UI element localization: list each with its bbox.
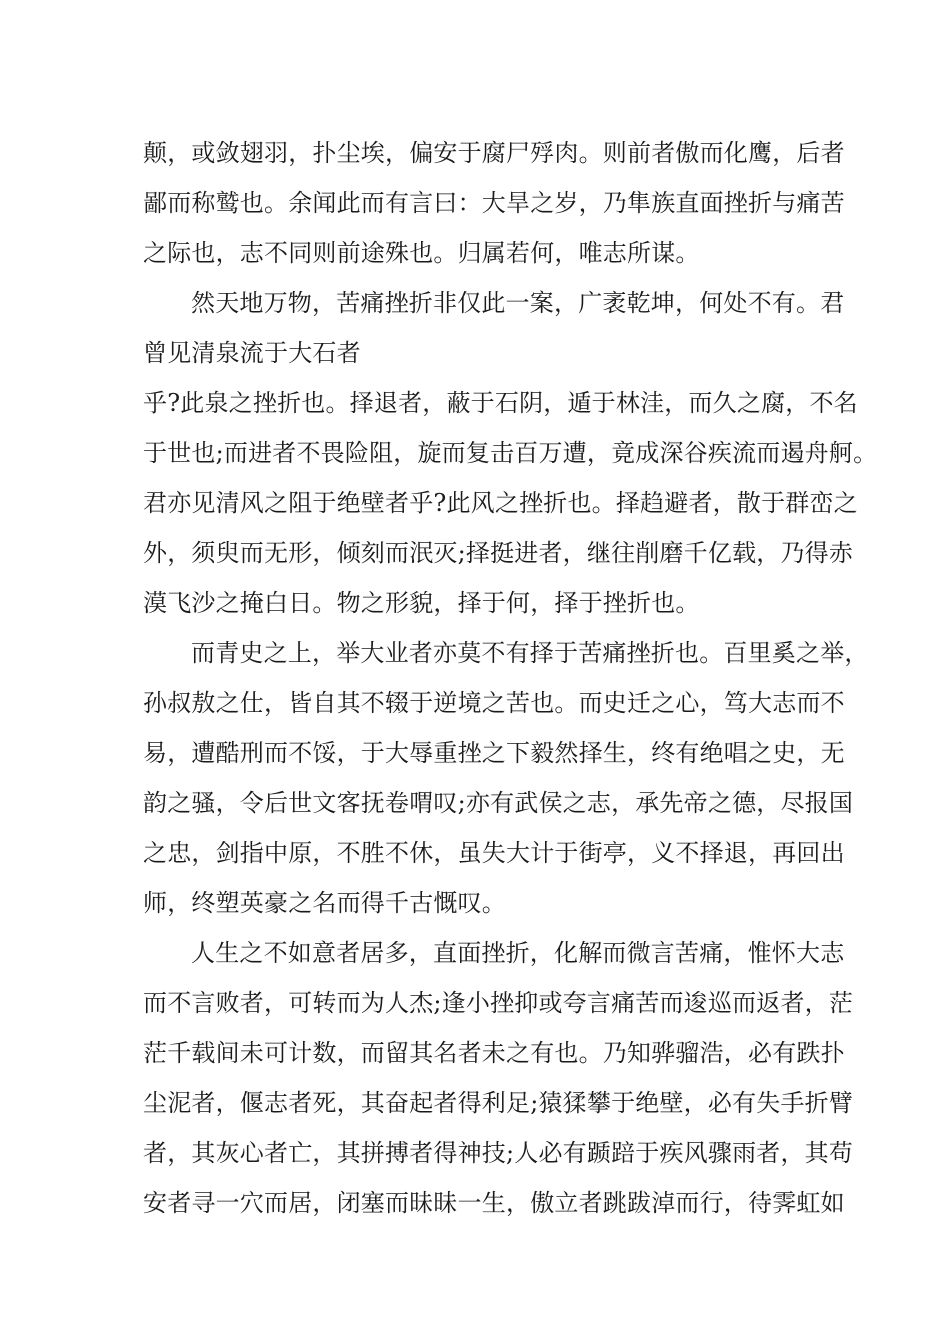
text-line: 漠飞沙之掩白日。物之形貌，择于何，择于挫折也。	[143, 589, 700, 617]
text-line: 之际也，志不同则前途殊也。归属若何，唯志所谋。	[143, 239, 700, 267]
text-line: 曾见清泉流于大石者	[143, 339, 361, 367]
text-line: 易，遭酷刑而不馁，于大辱重挫之下毅然择生，终有绝唱之史，无	[143, 739, 845, 767]
paragraph-start-line: 然天地万物，苦痛挫折非仅此一案，广袤乾坤，何处不有。君	[191, 289, 845, 317]
text-line: 而不言败者，可转而为人杰;逢小挫抑或夸言痛苦而逡巡而返者，茫	[143, 989, 854, 1017]
paragraph-start-line: 而青史之上，举大业者亦莫不有择于苦痛挫折也。百里奚之举，	[191, 639, 869, 667]
essay-body	[143, 128, 878, 1228]
text-line: 安者寻一穴而居，闭塞而昧昧一生，傲立者跳跋淖而行，待霁虹如	[143, 1189, 845, 1217]
text-line: 者，其灰心者亡，其拼搏者得神技;人必有踬踣于疾风骤雨者，其苟	[143, 1139, 854, 1167]
text-line: 君亦见清风之阻于绝壁者乎?此风之挫折也。择趋避者，散于群峦之	[143, 489, 858, 517]
text-line: 师，终塑英豪之名而得千古慨叹。	[143, 889, 506, 917]
text-line: 外，须臾而无形，倾刻而泯灭;择挺进者，继往削磨千亿载，乃得赤	[143, 539, 854, 567]
text-line: 鄙而称鹫也。余闻此而有言曰：大旱之岁，乃隼族直面挫折与痛苦	[143, 189, 845, 217]
text-line: 茫千载间未可计数，而留其名者未之有也。乃知骅骝浩，必有跌扑	[143, 1039, 845, 1067]
text-line: 乎?此泉之挫折也。择退者，蔽于石阴，遁于林洼，而久之腐，不名	[143, 389, 858, 417]
text-line: 尘泥者，偃志者死，其奋起者得利足;猿猱攀于绝壁，必有失手折臂	[143, 1089, 854, 1117]
text-line: 之忠，剑指中原，不胜不休，虽失大计于街亭，义不择退，再回出	[143, 839, 845, 867]
text-line: 于世也;而进者不畏险阻，旋而复击百万遭，竟成深谷疾流而遏舟舸。	[143, 439, 878, 467]
paragraph-start-line: 人生之不如意者居多，直面挫折，化解而微言苦痛，惟怀大志	[191, 939, 845, 967]
text-line: 颠，或敛翅羽，扑尘埃，偏安于腐尸殍肉。则前者傲而化鹰，后者	[143, 139, 845, 167]
text-line: 韵之骚，令后世文客抚卷喟叹;亦有武侯之志，承先帝之德，尽报国	[143, 789, 854, 817]
text-line: 孙叔敖之仕，皆自其不辍于逆境之苦也。而史迁之心，笃大志而不	[143, 689, 845, 717]
